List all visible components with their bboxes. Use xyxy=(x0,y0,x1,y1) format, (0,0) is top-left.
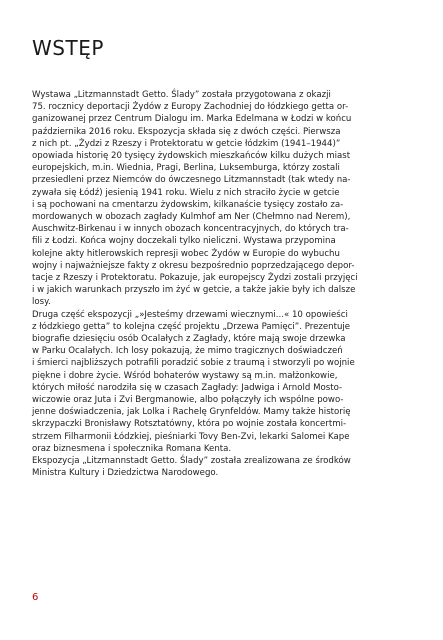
text-line: skrzypaczki Bronisławy Rotsztatówny, która po wojnie została koncertmi- xyxy=(32,419,347,430)
page-number: 6 xyxy=(32,592,39,603)
page-heading: WSTĘP xyxy=(32,36,104,60)
text-line: opowiada historię 20 tysięcy żydowskich mieszkańców kilku dużych miast xyxy=(32,151,351,162)
text-line: których miłość narodziła się w czasach Zagłady: Jadwiga i Arnold Mosto- xyxy=(32,382,343,393)
text-line: tacje z Rzeszy i Protektoratu. Pokazuje, jak europejscy Żydzi zostali przyjęci xyxy=(32,273,358,284)
text-line: fili z Łodzi. Końca wojny doczekali tylko nieliczni. Wystawa przypomina xyxy=(32,236,336,247)
text-line: ganizowanej przez Centrum Dialogu im. Marka Edelmana w Łodzi w końcu xyxy=(32,114,352,125)
text-line: mordowanych w obozach zagłady Kulmhof am Ner (Chełmno nad Nerem), xyxy=(32,212,351,223)
text-line: 75. rocznicy deportacji Żydów z Europy Zachodniej do łódzkiego getta or- xyxy=(32,102,349,113)
text-line: kolejne akty hitlerowskich represji wobec Żydów w Europie do wybuchu xyxy=(32,248,340,259)
text-line: w Parku Ocalałych. Ich losy pokazują, że mimo tragicznych doświadczeń xyxy=(32,346,343,357)
text-line: wojny i najważniejsze fakty z okresu bezpośrednio poprzedzającego depor- xyxy=(32,260,355,271)
text-line: wiczowie oraz Juta i Zvi Bergmanowie, albo połączyły ich wspólne powo- xyxy=(32,395,344,406)
text-line: Wystawa „Litzmannstadt Getto. Ślady” została przygotowana z okazji xyxy=(32,90,331,100)
text-line: jenne doświadczenia, jak Lolka i Rachelę Grynfeldów. Mamy także historię xyxy=(32,407,351,418)
text-line: i są pochowani na cmentarzu żydowskim, kilkanaście tysięcy zostało za- xyxy=(32,199,344,210)
text-line: z łódzkiego getta” to kolejna część projektu „Drzewa Pamięci”. Prezentuje xyxy=(32,321,351,332)
text-line: Ekspozycja „Litzmannstadt Getto. Ślady” została zrealizowana ze środków xyxy=(32,456,351,467)
text-line: Ministra Kultury i Dziedzictwa Narodowego. xyxy=(32,468,219,479)
text-line: października 2016 roku. Ekspozycja składa się z dwóch części. Pierwsza xyxy=(32,126,341,137)
text-line: i w jakich warunkach przyszło im żyć w getcie, a także jakie były ich dalsze xyxy=(32,285,356,296)
text-line: losy. xyxy=(32,297,51,308)
text-line: strzem Filharmonii Łódzkiej, pieśniarki Tovy Ben-Zvi, lekarki Salomei Kape xyxy=(32,431,350,442)
text-line: piękne i dobre życie. Wśród bohaterów wystawy są m.in. małżonkowie, xyxy=(32,370,338,381)
text-line: Auschwitz-Birkenau i w innych obozach koncentracyjnych, do których tra- xyxy=(32,224,349,235)
text-line: i śmierci najbliższych potrafili poradzić sobie z traumą i stworzyli po wojnie xyxy=(32,358,355,369)
text-line: Druga część ekspozycji „»Jesteśmy drzewami wiecznymi...« 10 opowieści xyxy=(32,309,348,320)
text-line: przesiedleni przez Niemców do ówczesnego Litzmannstadt (tak wtedy na- xyxy=(32,175,351,186)
body-text xyxy=(32,89,416,480)
text-line: biografie dziesięciu osób Ocalałych z Zagłady, które mają swoje drzewka xyxy=(32,334,346,345)
text-line: z nich pt. „Żydzi z Rzeszy i Protektoratu w getcie łódzkim (1941–1944)” xyxy=(32,138,341,149)
text-line: zywała się Łódź) jesienią 1941 roku. Wielu z nich straciło życie w getcie xyxy=(32,187,340,198)
text-line: europejskich, m.in. Wiednia, Pragi, Berlina, Luksemburga, którzy zostali xyxy=(32,163,340,174)
text-line: oraz biznesmena i społecznika Romana Kenta. xyxy=(32,443,232,454)
